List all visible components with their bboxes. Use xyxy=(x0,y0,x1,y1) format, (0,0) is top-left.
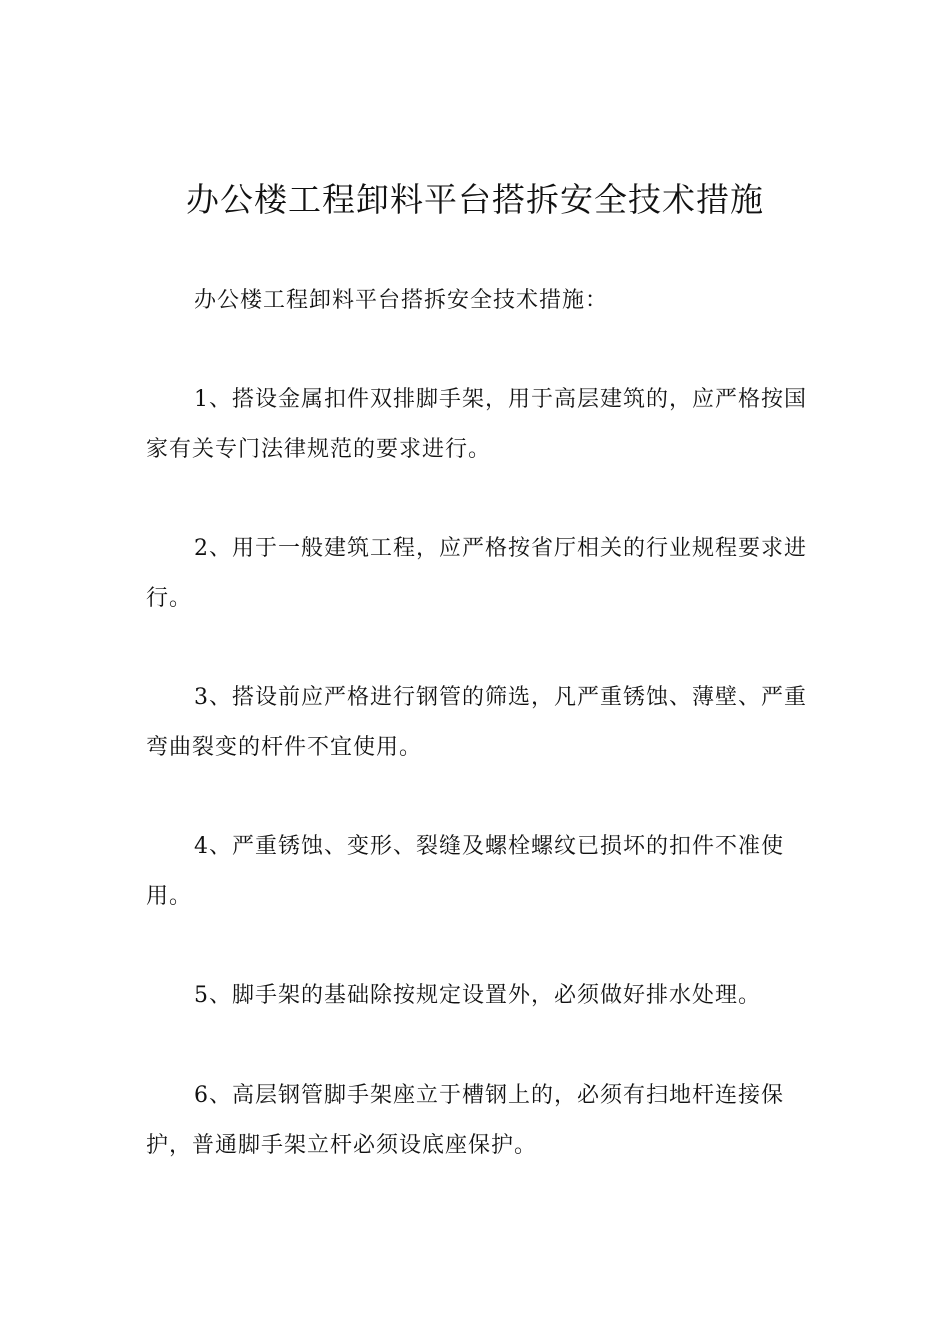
paragraph-intro: 办公楼工程卸料平台搭拆安全技术措施： xyxy=(194,288,609,313)
paragraph-item-3: 3、搭设前应严格进行钢管的筛选，凡严重锈蚀、薄壁、严重弯曲裂变的杆件不宜使用。 xyxy=(146,685,807,760)
paragraph-item-6: 6、高层钢管脚手架座立于槽钢上的，必须有扫地杆连接保护，普通脚手架立杆必须设底座保护。 xyxy=(146,1083,784,1158)
paragraph-item-5: 5、脚手架的基础除按规定设置外，必须做好排水处理。 xyxy=(194,983,761,1008)
document-title: 办公楼工程卸料平台搭拆安全技术措施 xyxy=(186,180,764,219)
paragraph-item-2: 2、用于一般建筑工程，应严格按省厅相关的行业规程要求进行。 xyxy=(146,536,807,611)
paragraph-item-1: 1、搭设金属扣件双排脚手架，用于高层建筑的，应严格按国家有关专门法律规范的要求进行。 xyxy=(146,387,807,462)
paragraph-item-4: 4、严重锈蚀、变形、裂缝及螺栓螺纹已损坏的扣件不准使用。 xyxy=(146,834,784,909)
